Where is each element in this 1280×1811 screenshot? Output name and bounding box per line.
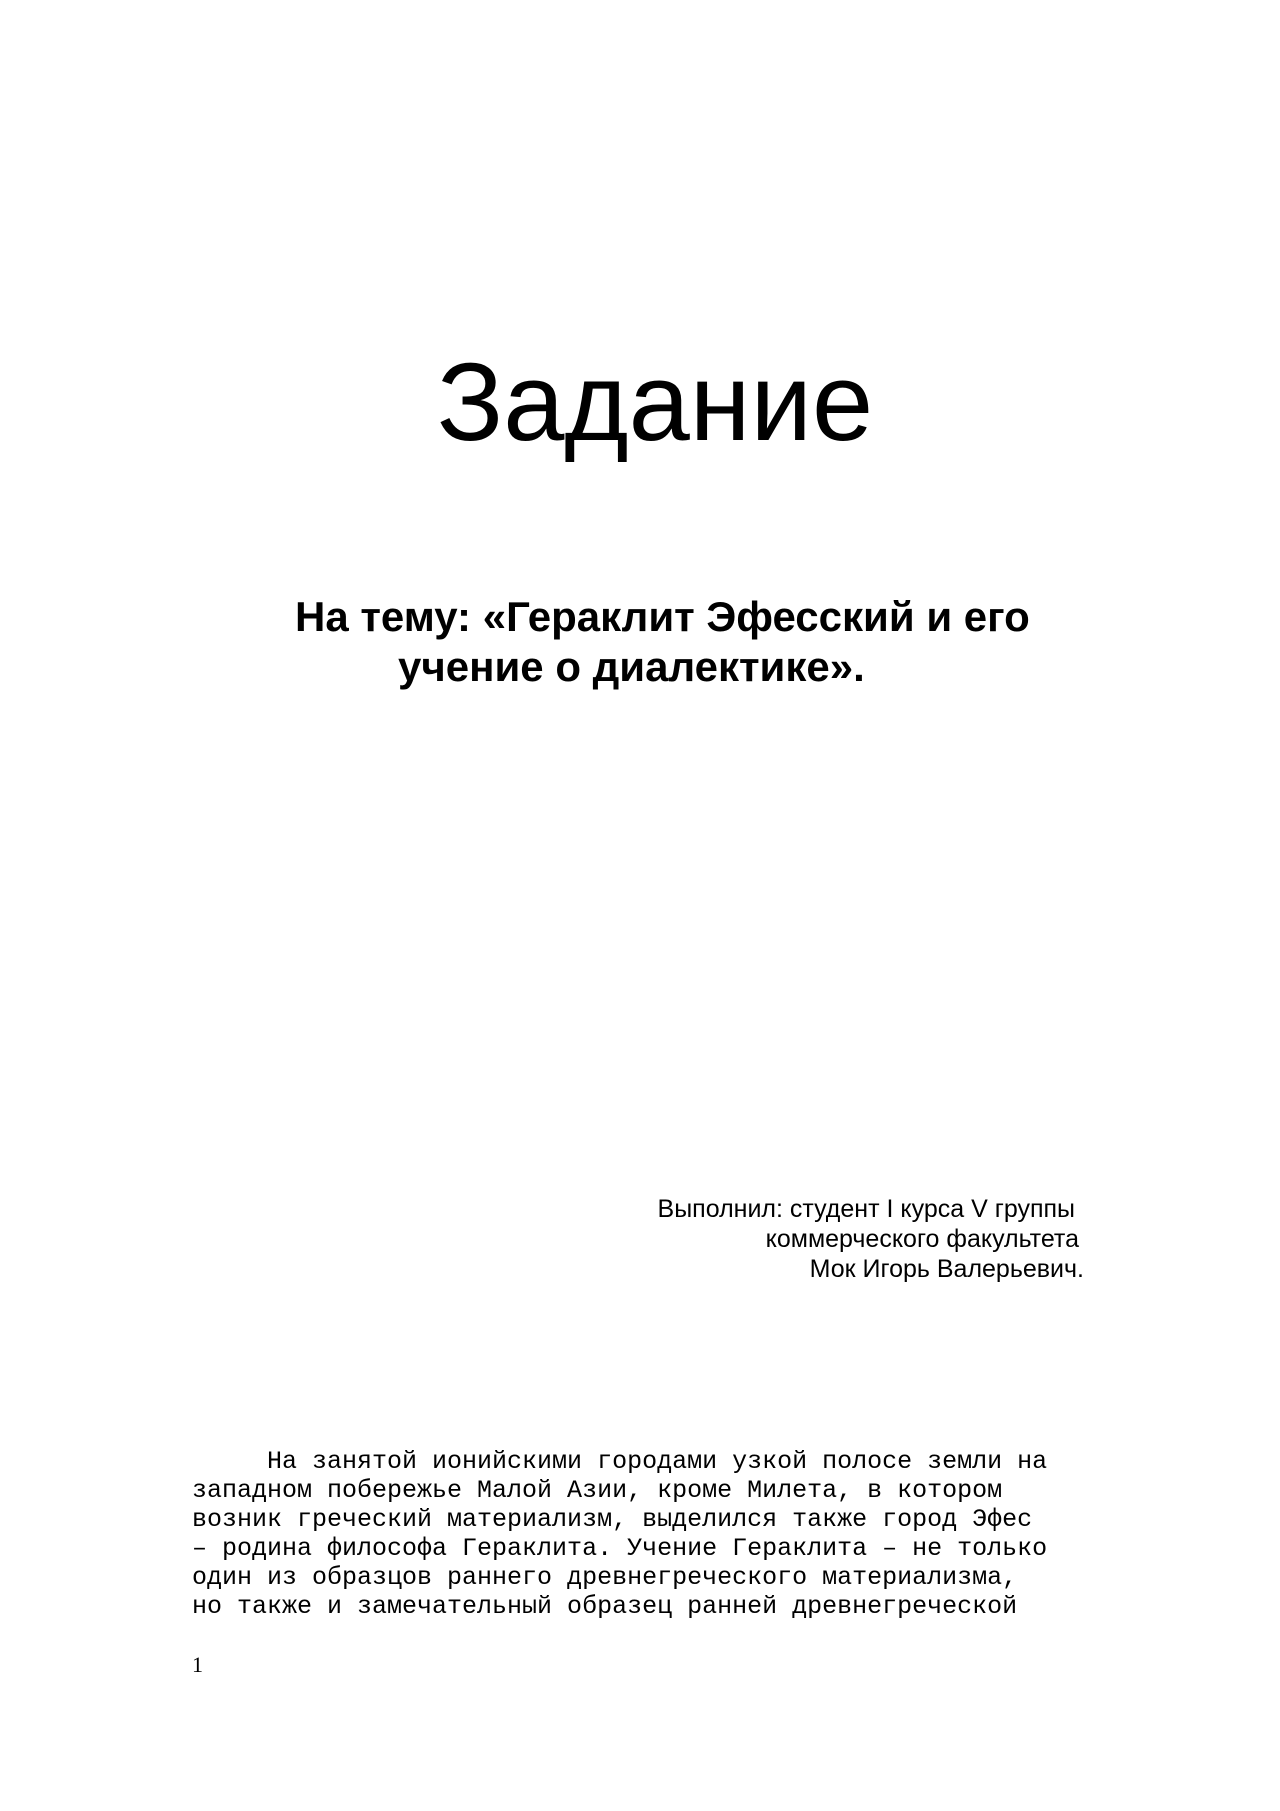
body-line: один из образцов раннего древнегреческого материализма, <box>192 1563 1018 1592</box>
topic-heading-line: На тему: «Гераклит Эфесский и его <box>295 593 1030 640</box>
body-line: – родина философа Гераклита. Учение Гераклита – не только <box>192 1534 1048 1563</box>
author-line: Мок Игорь Валерьевич. <box>809 1255 1084 1283</box>
body-line: но также и замечательный образец ранней древнегреческой <box>192 1592 1018 1621</box>
author-line: Выполнил: студент I курса V группы <box>657 1195 1075 1223</box>
topic-heading-line: учение о диалектике». <box>398 643 865 690</box>
page-title: Задание <box>436 341 874 464</box>
page-number: 1 <box>192 1652 203 1677</box>
body-line: На занятой ионийскими городами узкой полосе земли на <box>192 1447 1048 1476</box>
body-line: западном побережье Малой Азии, кроме Милета, в котором <box>192 1476 1003 1505</box>
author-line: коммерческого факультета <box>765 1225 1079 1253</box>
topic-heading <box>250 592 1110 692</box>
body-line: возник греческий материализм, выделился также город Эфес <box>192 1505 1033 1534</box>
body-paragraph <box>192 1447 1092 1621</box>
author-block <box>658 1194 1084 1284</box>
